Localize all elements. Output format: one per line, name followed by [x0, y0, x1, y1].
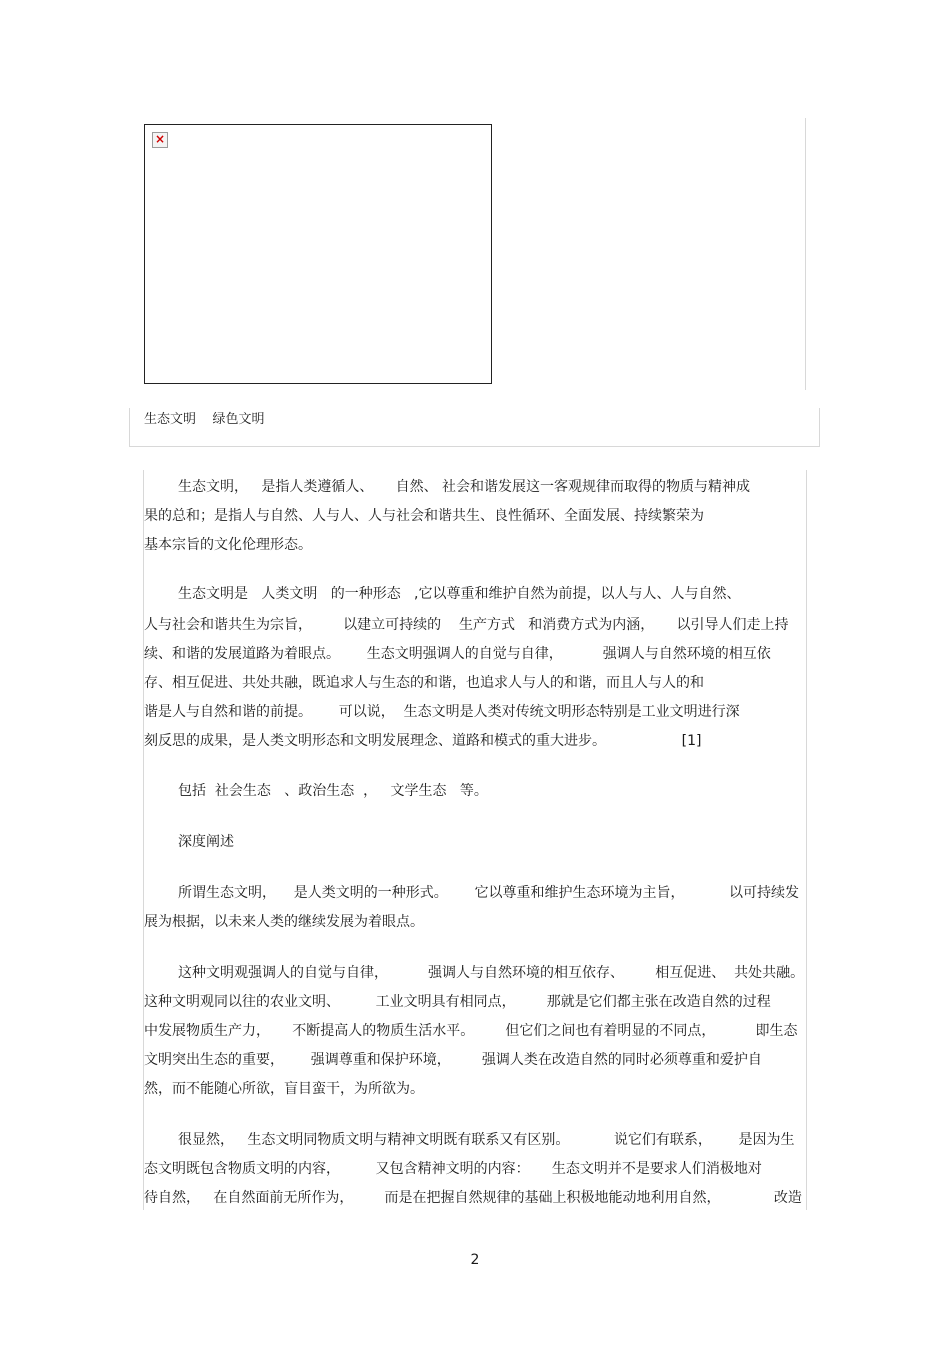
caption-left-border [129, 408, 130, 446]
paragraph-line: 文明突出生态的重要， 强调尊重和保护环境， 强调人类在改造自然的同时必须尊重和爱护自 [144, 1052, 762, 1068]
broken-image-frame [144, 124, 492, 384]
paragraph-line: 很显然， 生态文明同物质文明与精神文明既有联系又有区别。 说它们有联系， 是因为生 [178, 1132, 795, 1148]
paragraph-line: 展为根据，以未来人类的继续发展为着眼点。 [144, 914, 424, 930]
paragraph-line: 续、和谐的发展道路为着眼点。 生态文明强调人的自觉与自律， 强调人与自然环境的相互依 [144, 646, 771, 662]
caption-right-border [819, 408, 820, 446]
caption-bottom-border [129, 446, 820, 447]
paragraph-line: 态文明既包含物质文明的内容， 又包含精神文明的内容： 生态文明并不是要求人们消极地对 [144, 1161, 762, 1177]
paragraph-line: 生态文明是 人类文明 的一种形态 ,它以尊重和维护自然为前提，以人与人、人与自然、 [178, 586, 741, 602]
paragraph-line: 这种文明观强调人的自觉与自律， 强调人与自然环境的相互依存、 相互促进、 共处共融。 [178, 965, 805, 981]
paragraph-line: 中发展物质生产力， 不断提高人的物质生活水平。 但它们之间也有着明显的不同点， 即生态 [144, 1023, 798, 1039]
paragraph-line: 果的总和；是指人与自然、人与人、人与社会和谐共生、良性循环、全面发展、持续繁荣为 [144, 508, 704, 524]
section-heading: 深度阐述 [178, 834, 234, 850]
page-number: 2 [470, 1252, 480, 1268]
paragraph-line: 人与社会和谐共生为宗旨， 以建立可持续的 生产方式 和消费方式为内涵， 以引导人们走上持 [144, 617, 789, 633]
figure-caption: 生态文明 绿色文明 [144, 412, 265, 427]
paragraph-line: 所谓生态文明， 是人类文明的一种形式。 它以尊重和维护生态环境为主旨， 以可持续发 [178, 885, 800, 901]
paragraph-line: 存、相互促进、共处共融，既追求人与生态的和谐，也追求人与人的和谐，而且人与人的和 [144, 675, 704, 691]
body-right-border [806, 470, 807, 1210]
paragraph-line: 生态文明， 是指人类遵循人、 自然、 社会和谐发展这一客观规律而取得的物质与精神成 [178, 479, 751, 495]
paragraph-line: 刻反思的成果，是人类文明形态和文明发展理念、道路和模式的重大进步。 [1] [144, 733, 702, 749]
paragraph-line: 然，而不能随心所欲，盲目蛮干，为所欲为。 [144, 1081, 424, 1097]
paragraph-line: 包括 社会生态 、政治生态 ， 文学生态 等。 [178, 783, 488, 799]
broken-image-icon: × [152, 132, 168, 148]
paragraph-line: 待自然， 在自然面前无所作为， 而是在把握自然规律的基础上积极地能动地利用自然， 改造 [144, 1190, 802, 1206]
paragraph-line: 谐是人与自然和谐的前提。 可以说， 生态文明是人类对传统文明形态特别是工业文明进行深 [144, 704, 740, 720]
figure-right-border [805, 118, 806, 390]
body-left-border [143, 470, 144, 1210]
paragraph-line: 这种文明观同以往的农业文明、 工业文明具有相同点， 那就是它们都主张在改造自然的过程 [144, 994, 771, 1010]
paragraph-line: 基本宗旨的文化伦理形态。 [144, 537, 312, 553]
